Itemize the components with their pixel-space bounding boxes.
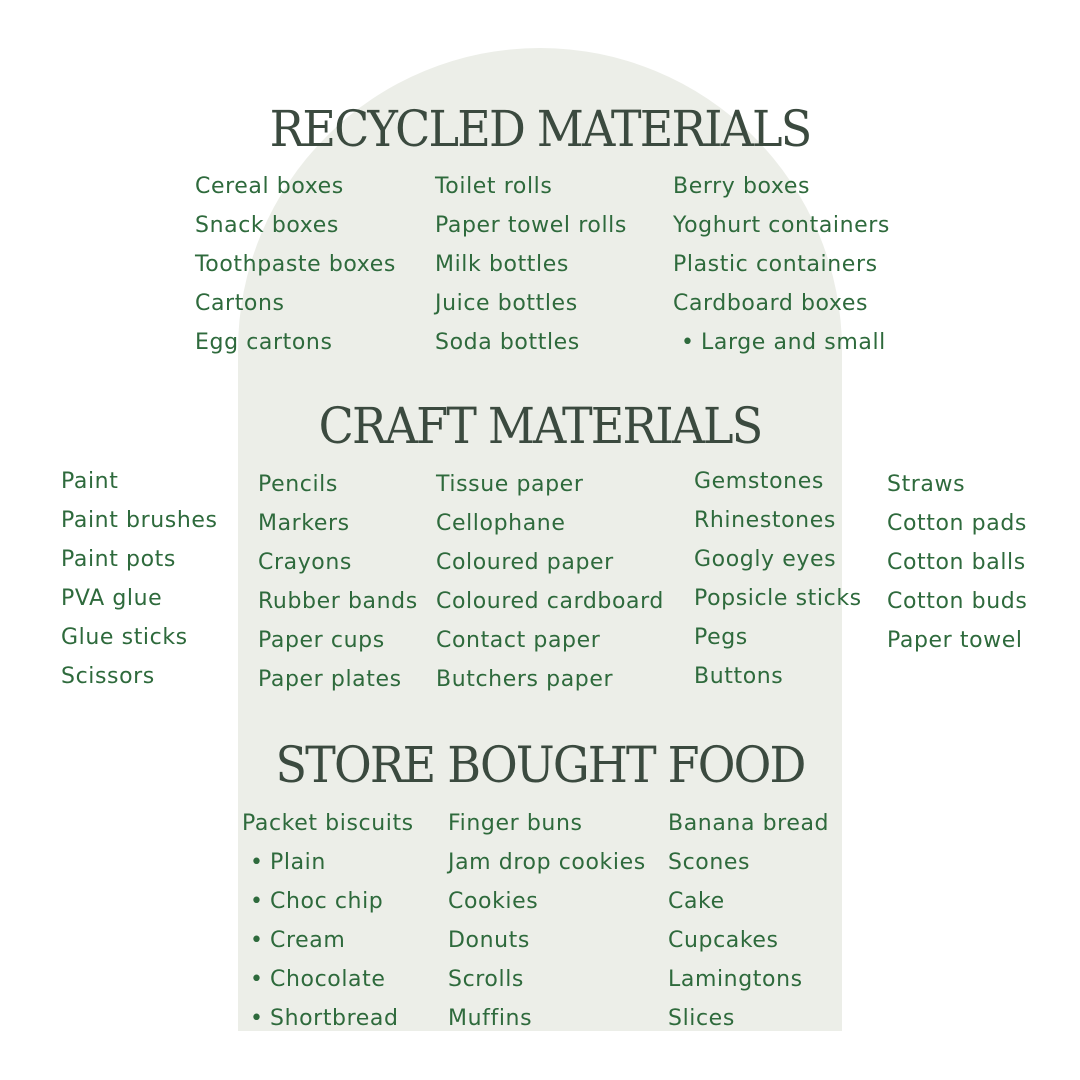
craft-col-5 [887,465,1027,660]
list-item: Crayons [258,550,352,575]
list-item: Contact paper [436,628,601,653]
list-item: Rhinestones [694,508,836,533]
list-item: Soda bottles [435,330,580,355]
food-col-3 [668,804,829,1038]
food-col-2 [448,804,646,1038]
list-item: Scrolls [448,967,524,992]
list-item: Banana bread [668,811,830,836]
list-item: Cartons [195,291,285,316]
list-item: Coloured paper [436,550,614,575]
list-item: Snack boxes [195,213,339,238]
craft-materials-heading: CRAFT MATERIALS [318,397,762,455]
list-item: Paint pots [61,547,176,572]
bullet-item: • Plain [242,843,414,882]
list-item: Pencils [258,472,338,497]
food-col-1 [242,804,414,1038]
list-item: Scones [668,850,751,875]
list-item: Cupcakes [668,928,779,953]
craft-col-4 [694,462,862,696]
bullet-item: • Shortbread [242,999,414,1038]
list-item: Straws [887,472,966,497]
list-item: Donuts [448,928,530,953]
list-item: Toothpaste boxes [195,252,396,277]
list-item: Lamingtons [668,967,803,992]
list-item: Paper towel [887,628,1023,653]
bullet-item: • Cream [242,921,414,960]
list-item: Cotton balls [887,550,1026,575]
list-item: Rubber bands [258,589,418,614]
store-bought-food-heading: STORE BOUGHT FOOD [275,736,805,794]
list-item: Jam drop cookies [448,850,646,875]
list-item: Markers [258,511,350,536]
list-item: Toilet rolls [435,174,553,199]
list-item: Paint [61,469,119,494]
list-item: Cereal boxes [195,174,344,199]
craft-col-1 [61,462,218,696]
list-item: Scissors [61,664,155,689]
list-item: Cotton pads [887,511,1027,536]
list-item: Coloured cardboard [436,589,664,614]
bullet-item: • Choc chip [242,882,414,921]
list-item: Cake [668,889,725,914]
list-item: Plastic containers [673,252,878,277]
list-item: Egg cartons [195,330,333,355]
recycled-materials-heading: RECYCLED MATERIALS [269,100,811,158]
list-item: Glue sticks [61,625,188,650]
list-item: Paint brushes [61,508,218,533]
list-item: Slices [668,1006,735,1031]
list-item: Muffins [448,1006,533,1031]
recycled-col-3 [673,167,890,362]
list-item: Googly eyes [694,547,837,572]
list-item: Paper towel rolls [435,213,627,238]
list-item: Popsicle sticks [694,586,862,611]
list-item: Paper cups [258,628,385,653]
bullet-item: • Large and small [673,323,890,362]
list-item: Finger buns [448,811,583,836]
list-item: Paper plates [258,667,402,692]
list-item: Cookies [448,889,539,914]
list-item: PVA glue [61,586,163,611]
list-item: Butchers paper [436,667,614,692]
list-item: Tissue paper [436,472,584,497]
list-item: Cardboard boxes [673,291,869,316]
bullet-item: • Chocolate [242,960,414,999]
list-item: Buttons [694,664,784,689]
list-item: Milk bottles [435,252,569,277]
list-item: Pegs [694,625,748,650]
list-item: Yoghurt containers [673,213,890,238]
list-item: Gemstones [694,469,824,494]
list-item: Cellophane [436,511,566,536]
recycled-col-2 [435,167,627,362]
list-item: Cotton buds [887,589,1028,614]
list-item: Packet biscuits [242,811,414,836]
craft-col-3 [436,465,664,699]
recycled-col-1 [195,167,396,362]
list-item: Berry boxes [673,174,811,199]
craft-col-2 [258,465,418,699]
list-item: Juice bottles [435,291,578,316]
